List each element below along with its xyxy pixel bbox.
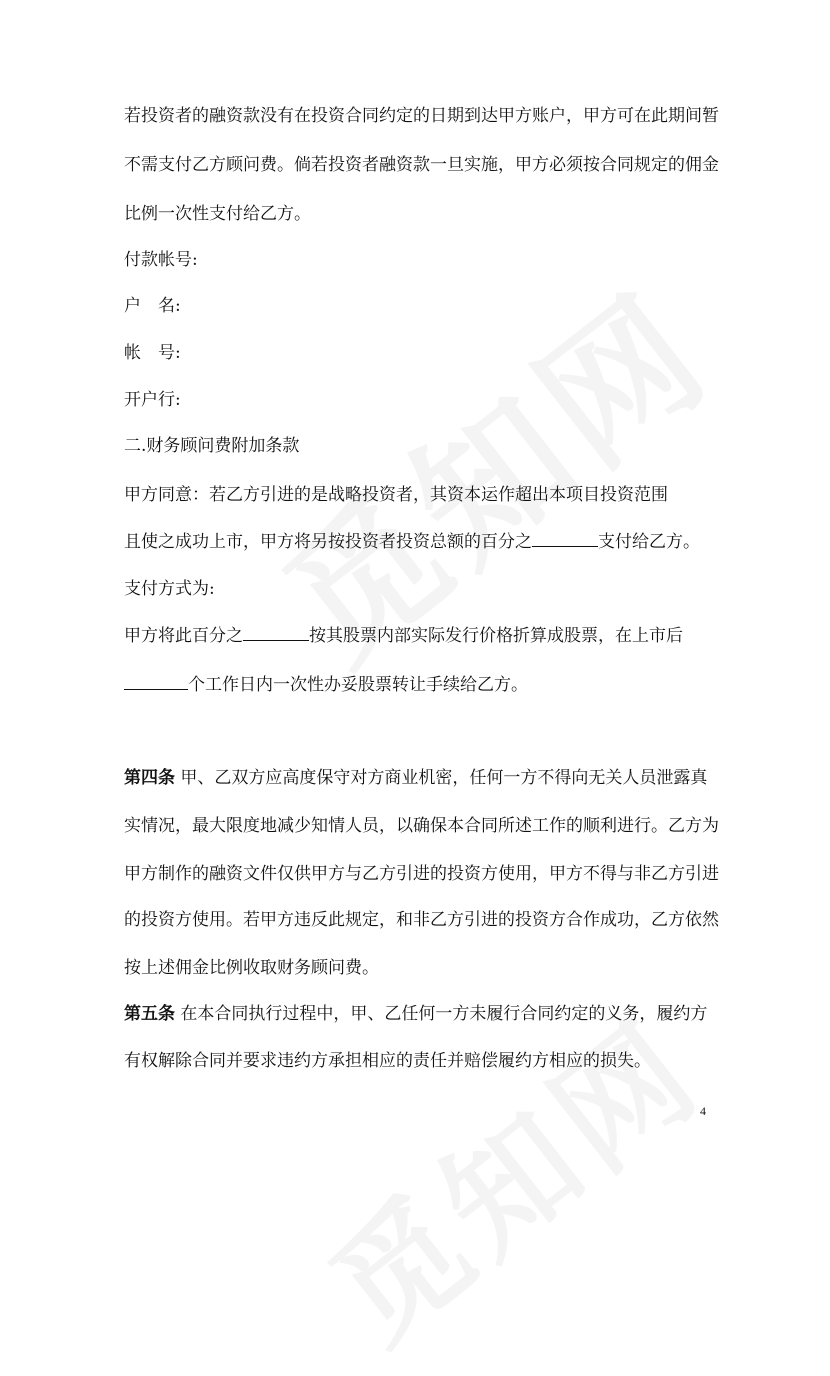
page-number: 4 <box>700 1104 706 1118</box>
working-days-blank <box>124 675 188 690</box>
paragraph1-line3: 比例一次性支付给乙方。 <box>124 204 311 224</box>
payment-name-label: 户 名: <box>124 296 181 316</box>
article4-line1 <box>124 766 707 790</box>
section2-line3-part-b: 按其股票内部实际发行价格折算成股票，在上市后 <box>309 626 683 646</box>
section2-title: 二.财务顾问费附加条款 <box>124 436 300 456</box>
article5-heading: 第五条 <box>124 1004 175 1024</box>
section2-line3-part-a: 甲方将此百分之 <box>124 626 243 646</box>
article4-line4: 的投资方使用。若甲方违反此规定，和非乙方引进的投资方合作成功，乙方依然 <box>124 910 719 930</box>
article4-line3: 甲方制作的融资文件仅供甲方与乙方引进的投资方使用，甲方不得与非乙方引进 <box>124 864 719 884</box>
payment-number-label: 帐 号: <box>124 343 181 363</box>
share-percentage-blank <box>243 626 309 641</box>
article5-line2: 有权解除合同并要求违约方承担相应的责任并赔偿履约方相应的损失。 <box>124 1051 651 1071</box>
paragraph1-line1: 若投资者的融资款没有在投资合同约定的日期到达甲方账户，甲方可在此期间暂 <box>124 106 719 126</box>
watermark-bottom <box>287 971 733 1376</box>
section2-line4 <box>124 673 528 697</box>
article4-heading: 第四条 <box>124 768 175 788</box>
payment-method-label: 支付方式为: <box>124 579 215 599</box>
percentage-blank <box>532 532 598 547</box>
article4-line5: 按上述佣金比例收取财务顾问费。 <box>124 958 379 978</box>
article5-line1-text: 在本合同执行过程中，甲、乙任何一方未履行合同约定的义务，履约方 <box>180 1004 708 1024</box>
payment-account-label: 付款帐号: <box>124 250 198 270</box>
section2-line2-part-b: 支付给乙方。 <box>598 532 700 552</box>
section2-line4-part-b: 个工作日内一次性办妥股票转让手续给乙方。 <box>188 675 528 695</box>
section2-line1: 甲方同意：若乙方引进的是战略投资者，其资本运作超出本项目投资范围 <box>124 485 668 505</box>
article5-line1 <box>124 1002 707 1026</box>
article4-line1-text: 甲、乙双方应高度保守对方商业机密，任何一方不得向无关人员泄露真 <box>180 768 708 788</box>
section2-line3 <box>124 624 683 648</box>
payment-bank-label: 开户行: <box>124 390 181 410</box>
section2-line2 <box>124 530 700 554</box>
article4-line2: 实情况，最大限度地减少知情人员，以确保本合同所述工作的顺利进行。乙方为 <box>124 816 719 836</box>
paragraph1-line2: 不需支付乙方顾问费。倘若投资者融资款一旦实施，甲方必须按合同规定的佣金 <box>124 155 719 175</box>
section2-line2-part-a: 且使之成功上市，甲方将另按投资者投资总额的百分之 <box>124 532 532 552</box>
